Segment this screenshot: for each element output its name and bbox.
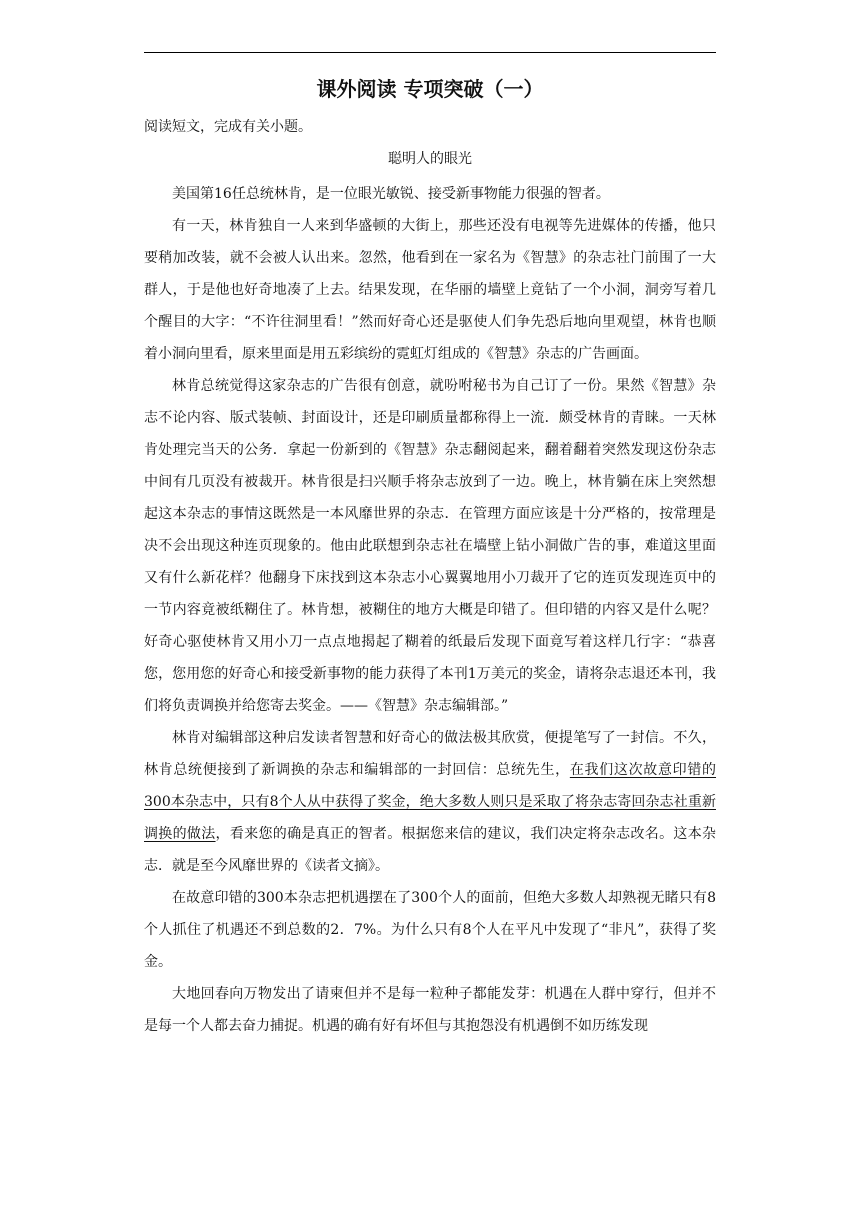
underlined-passage: 在我们这次故意印错的300本杂志中，只有8个人从中获得了奖金，绝大多数人则只是采取了将杂志寄回杂志社重新调换的做法 <box>144 762 717 842</box>
instruction-text: 阅读短文，完成有关小题。 <box>144 119 312 135</box>
header-rule <box>144 52 716 53</box>
article-title: 聪明人的眼光 <box>388 151 472 167</box>
page-title: 课外阅读 专项突破（一） <box>316 77 544 101</box>
paragraph: 林肯总统觉得这家杂志的广告很有创意，就吩咐秘书为自己订了一份。果然《智慧》杂志不论内容、版式装帧、封面设计，还是印刷质量都称得上一流．颇受林肯的青睐。一天林肯处理完当天的公务．拿起一份新到的《智慧》杂志翻阅起来，翻着翻着突然发现这份杂志中间有几页没有被裁开。林肯很是扫兴顺手将杂志放到了一边。晚上，林肯躺在床上突然想起这本杂志的事情这既然是一本风靡世界的杂志．在管理方面应该是十分严格的，按常理是决不会出现这种连页现象的。他由此联想到杂志社在墙壁上钻小洞做广告的事，难道这里面又有什么新花样？他翻身下床找到这本杂志小心翼翼地用小刀裁开了它的连页发现连页中的一节内容竟被纸糊住了。林肯想，被糊住的地方大概是印错了。但印错的内容又是什么呢？好奇心驱使林肯又用小刀一点点地揭起了糊着的纸最后发现下面竟写着这样几行字：“恭喜您，您用您的好奇心和接受新事物的能力获得了本刊1万美元的奖金，请将杂志退还本刊，我们将负责调换并给您寄去奖金。——《智慧》杂志编辑部。” <box>144 378 716 714</box>
paragraph-text: ，看来您的确是真正的智者。根据您来信的建议，我们决定将杂志改名。这本杂志．就是至今风靡世界的《读者文摘》。 <box>144 826 717 874</box>
paragraph: 美国第16任总统林肯，是一位眼光敏锐、接受新事物能力很强的智者。 <box>172 186 610 202</box>
paragraph <box>144 722 716 882</box>
paragraph: 有一天，林肯独自一人来到华盛顿的大街上，那些还没有电视等先进媒体的传播，他只要稍加改装，就不会被人认出来。忽然，他看到在一家名为《智慧》的杂志社门前围了一大群人，于是他也好奇地凑了上去。结果发现，在华丽的墙壁上竟钻了一个小洞，洞旁写着几个醒目的大字：“不许往洞里看！”然而好奇心还是驱使人们争先恐后地向里观望，林肯也顺着小洞向里看，原来里面是用五彩缤纷的霓虹灯组成的《智慧》杂志的广告画面。 <box>144 218 716 362</box>
paragraph: 大地回春向万物发出了请柬但并不是每一粒种子都能发芽：机遇在人群中穿行，但并不是每一个人都去奋力捕捉。机遇的确有好有坏但与其抱怨没有机遇倒不如历练发现 <box>144 986 716 1034</box>
article-body <box>144 146 716 1042</box>
paragraph: 在故意印错的300本杂志把机遇摆在了300个人的面前，但绝大多数人却熟视无睹只有8个人抓住了机遇还不到总数的2．7%。为什么只有8个人在平凡中发现了“非凡”，获得了奖金。 <box>144 890 716 970</box>
paragraph-text: 林肯对编辑部这种启发读者智慧和好奇心的做法极其欣赏，便提笔写了一封信。不久，林肯总统便接到了新调换的杂志和编辑部的一封回信：总统先生， <box>144 730 716 778</box>
